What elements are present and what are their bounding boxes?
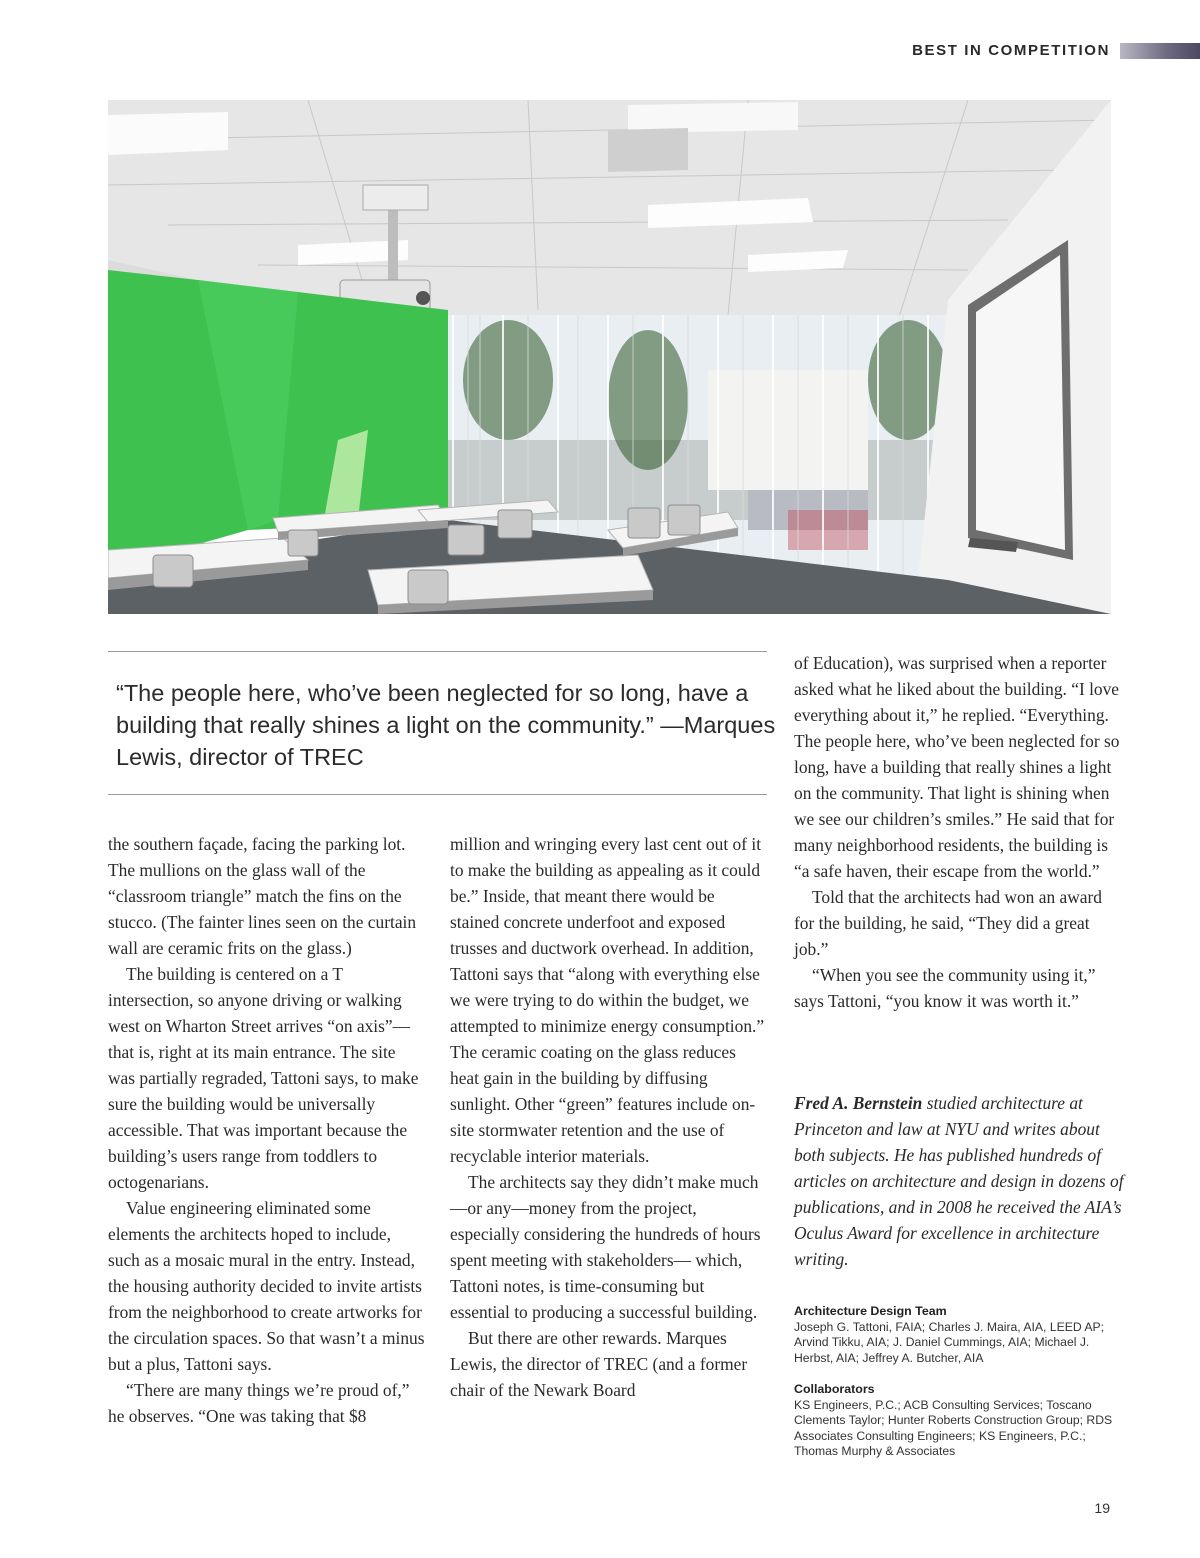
collaborators-credits	[794, 1382, 1124, 1460]
paragraph: Value engineering eliminated some elements the architects hoped to include, such as a mosaic mural in the entry. Instead, the housing authority decided to invite artists from the neighborhood to create artworks for the circulation spaces. So that wasn’t a minus but a plus, Tattoni says.	[108, 1198, 425, 1374]
paragraph: The building is centered on a T intersection, so anyone driving or walking west on Wharton Street arrives “on axis”—that is, right at its main entrance. The site was partially regraded, Tattoni says, to make sure the building would be universally accessible. That was important because the building’s users range from toddlers to octogenarians.	[108, 964, 419, 1192]
paragraph: of Education), was surprised when a reporter asked what he liked about the building. “I love everything about it,” he replied. “Everything. The people here, who’ve been neglected for so long, have a building that really shines a light on the community. That light is shining when we see our children’s smiles.” He said that for many neighborhood residents, the building is “a safe haven, their escape from the world.”	[794, 653, 1120, 881]
paragraph: The architects say they didn’t make much—or any—money from the project, especially considering the hundreds of hours spent meeting with stakeholders— which, Tattoni notes, is time-consuming but essential to producing a successful building.	[450, 1172, 761, 1322]
design-team-credits	[794, 1304, 1124, 1366]
body-column-3	[794, 650, 1124, 1014]
paragraph: But there are other rewards. Marques Lewis, the director of TREC (and a former chair of the Newark Board	[450, 1328, 748, 1400]
pullquote-rule-bottom	[108, 794, 767, 795]
pull-quote: “The people here, who’ve been neglected for so long, have a building that really shines a light on the community.” —Marques Lewis, director of TREC	[116, 680, 776, 770]
author-bio-text: studied architecture at Princeton and law at NYU and writes about both subjects. He has published hundreds of articles on architecture and design in dozens of publications, and in 2008 he received the AIA’s Oculus Award for excellence in architecture writing.	[794, 1093, 1124, 1269]
paragraph: million and wringing every last cent out of it to make the building as appealing as it could be.” Inside, that meant there would be stained concrete underfoot and exposed trusses and ductwork overhead. In addition, Tattoni says that “along with everything else we were trying to do within the budget, we attempted to minimize energy consumption.” The ceramic coating on the glass reduces heat gain in the building by diffusing sunlight. Other “green” features include on-site stormwater retention and the use of recyclable interior materials.	[450, 834, 765, 1166]
body-column-2	[450, 831, 768, 1403]
paragraph: the southern façade, facing the parking lot. The mullions on the glass wall of the “classroom triangle” match the fins on the stucco. (The fainter lines seen on the curtain wall are ceramic frits on the glass.)	[108, 834, 417, 958]
paragraph: “When you see the community using it,” says Tattoni, “you know it was worth it.”	[794, 965, 1096, 1011]
section-accent-bar	[1120, 43, 1200, 59]
section-label: BEST IN COMPETITION	[912, 42, 1110, 59]
collaborators-heading: Collaborators	[794, 1382, 875, 1396]
design-team-list: Joseph G. Tattoni, FAIA; Charles J. Maira, AIA, LEED AP; Arvind Tikku, AIA; J. Daniel Cummings, AIA; Michael J. Herbst, AIA; Jeffrey A. Butcher, AIA	[794, 1319, 1105, 1365]
pullquote-rule-top	[108, 651, 767, 652]
paragraph: “There are many things we’re proud of,” he observes. “One was taking that $8	[108, 1380, 410, 1426]
body-column-1	[108, 831, 426, 1429]
classroom-photo	[108, 100, 1111, 614]
design-team-heading: Architecture Design Team	[794, 1304, 947, 1318]
author-bio	[794, 1090, 1124, 1272]
paragraph: Told that the architects had won an award for the building, he said, “They did a great job.”	[794, 887, 1102, 959]
page-number: 19	[1094, 1500, 1110, 1516]
collaborators-list: KS Engineers, P.C.; ACB Consulting Services; Toscano Clements Taylor; Hunter Roberts Construction Group; RDS Associates Consulting Engineers; KS Engineers, P.C.; Thomas Murphy & Associates	[794, 1397, 1113, 1458]
author-name: Fred A. Bernstein	[794, 1093, 923, 1113]
